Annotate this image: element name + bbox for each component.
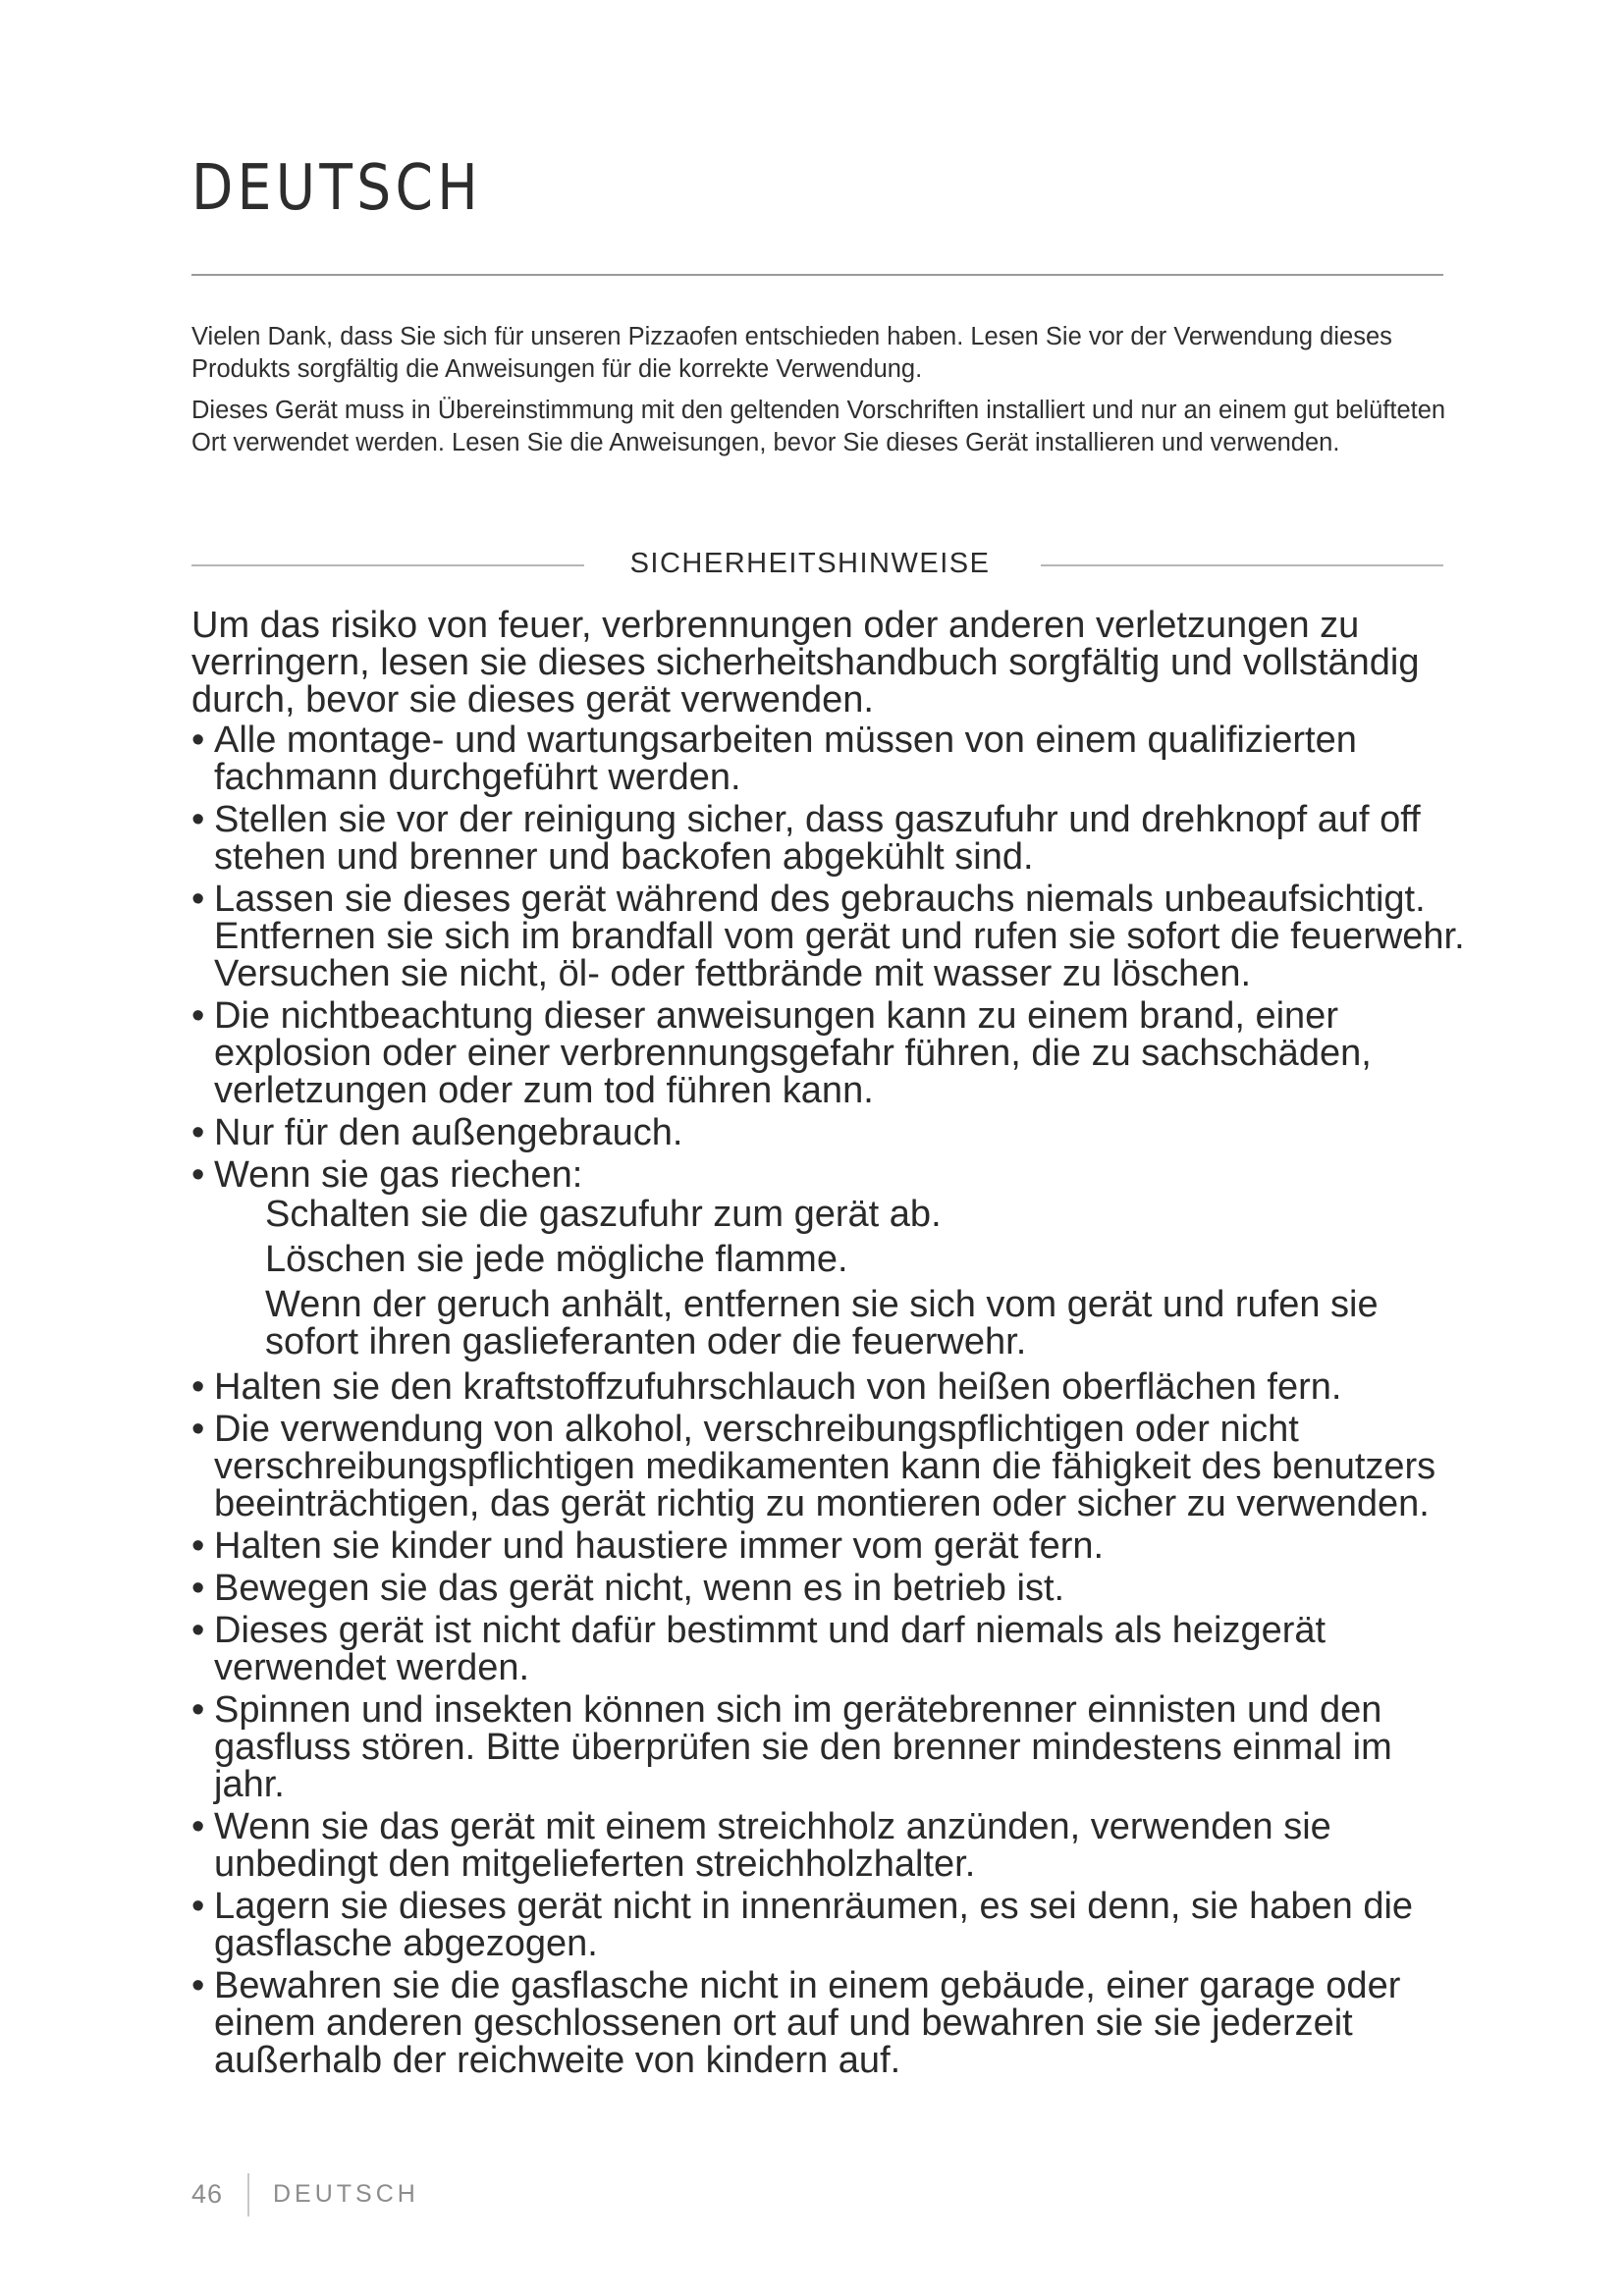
safety-item: • Die verwendung von alkohol, verschreibungspflichtigen oder nicht verschreibungspflichtigen medikamenten kann die fähigkeit des benutzers beeinträchtigen, das gerät richtig zu montieren oder sicher zu verwenden. [191,1409,1436,1524]
gas-step: Löschen sie jede mögliche flamme. [265,1239,848,1280]
gas-step: Wenn der geruch anhält, entfernen sie sich vom gerät und rufen sie sofort ihren gaslieferanten oder die feuerwehr. [265,1284,1379,1362]
safety-lead: Um das risiko von feuer, verbrennungen oder anderen verletzungen zu verringern, lesen sie dieses sicherheitshandbuch sorgfältig und vollständig durch, bevor sie dieses gerät verwenden. [191,605,1420,721]
bullet-icon: • [191,995,205,1037]
intro-paragraph: Dieses Gerät muss in Übereinstimmung mit den geltenden Vorschriften installiert und nur an einem gut belüfteten Ort verwendet werden. Lesen Sie die Anweisungen, bevor Sie dieses Gerät installieren und verwenden. [191,397,1446,456]
safety-item: • Lagern sie dieses gerät nicht in innenräumen, es sei denn, sie haben die gasflasche abgezogen. [191,1886,1414,1964]
bullet-icon: • [191,799,205,840]
bullet-icon: • [191,1568,205,1609]
bullet-icon: • [191,1154,205,1196]
page-title: DEUTSCH [191,152,482,225]
bullet-icon: • [191,1610,205,1651]
safety-instructions [191,607,1468,2084]
safety-item: • Halten sie den kraftstoffzufuhrschlauch von heißen oberflächen fern. [191,1366,1342,1408]
bullet-icon: • [191,1806,205,1847]
section-heading-label: SICHERHEITSHINWEISE [629,548,991,579]
bullet-icon: • [191,1525,205,1567]
gas-step: Schalten sie die gaszufuhr zum gerät ab. [265,1194,942,1235]
safety-item: • Bewegen sie das gerät nicht, wenn es in betrieb ist. [191,1568,1065,1609]
safety-item: • Alle montage- und wartungsarbeiten müssen von einem qualifizierten fachmann durchgeführt werden. [191,720,1357,798]
safety-list [191,721,1468,2079]
footer-divider [247,2173,249,2216]
safety-item: • Wenn sie das gerät mit einem streichholz anzünden, verwenden sie unbedingt den mitgelieferten streichholzhalter. [191,1806,1331,1885]
safety-item: • Wenn sie gas riechen: Schalten sie die gaszufuhr zum gerät ab. Löschen sie jede mögliche flamme. Wenn der geruch anhält, entfernen sie sich vom gerät und rufen sie sofort ihren gaslieferanten oder die feuerwehr. [191,1156,1468,1361]
heading-rule-right [1041,564,1443,566]
safety-item: • Nur für den außengebrauch. [191,1112,683,1153]
safety-item: • Bewahren sie die gasflasche nicht in einem gebäude, einer garage oder einem anderen geschlossenen ort auf und bewahren sie sie jederzeit außerhalb der reichweite von kindern auf. [191,1965,1401,2081]
intro-text [191,321,1456,468]
bullet-icon: • [191,1689,205,1731]
bullet-icon: • [191,720,205,761]
safety-item: • Halten sie kinder und haustiere immer vom gerät fern. [191,1525,1105,1567]
title-divider [191,274,1443,276]
section-heading [191,546,1443,585]
bullet-icon: • [191,1965,205,2006]
footer-section-label: DEUTSCH [273,2180,419,2208]
heading-rule-left [191,564,584,566]
safety-item: • Die nichtbeachtung dieser anweisungen kann zu einem brand, einer explosion oder einer verbrennungsgefahr führen, die zu sachschäden, verletzungen oder zum tod führen kann. [191,995,1372,1111]
bullet-icon: • [191,1112,205,1153]
intro-paragraph: Vielen Dank, dass Sie sich für unseren Pizzaofen entschieden haben. Lesen Sie vor der Verwendung dieses Produkts sorgfältig die Anweisungen für die korrekte Verwendung. [191,323,1392,383]
bullet-icon: • [191,1886,205,1927]
page-number: 46 [191,2179,224,2209]
page-footer [191,2173,781,2216]
manual-page [191,0,1465,2296]
safety-item: • Lassen sie dieses gerät während des gebrauchs niemals unbeaufsichtigt. Entfernen sie sich im brandfall vom gerät und rufen sie sofort die feuerwehr. Versuchen sie nicht, öl- oder fettbrände mit wasser zu löschen. [191,879,1465,994]
safety-item: • Dieses gerät ist nicht dafür bestimmt und darf niemals als heizgerät verwendet werden. [191,1610,1326,1688]
bullet-icon: • [191,1409,205,1450]
safety-item: • Spinnen und insekten können sich im gerätebrenner einnisten und den gasfluss stören. Bitte überprüfen sie den brenner mindestens einmal im jahr. [191,1689,1392,1805]
safety-item: • Stellen sie vor der reinigung sicher, dass gaszufuhr und drehknopf auf off stehen und brenner und backofen abgekühlt sind. [191,799,1421,878]
bullet-icon: • [191,1366,205,1408]
bullet-icon: • [191,879,205,920]
gas-steps [214,1196,1468,1361]
